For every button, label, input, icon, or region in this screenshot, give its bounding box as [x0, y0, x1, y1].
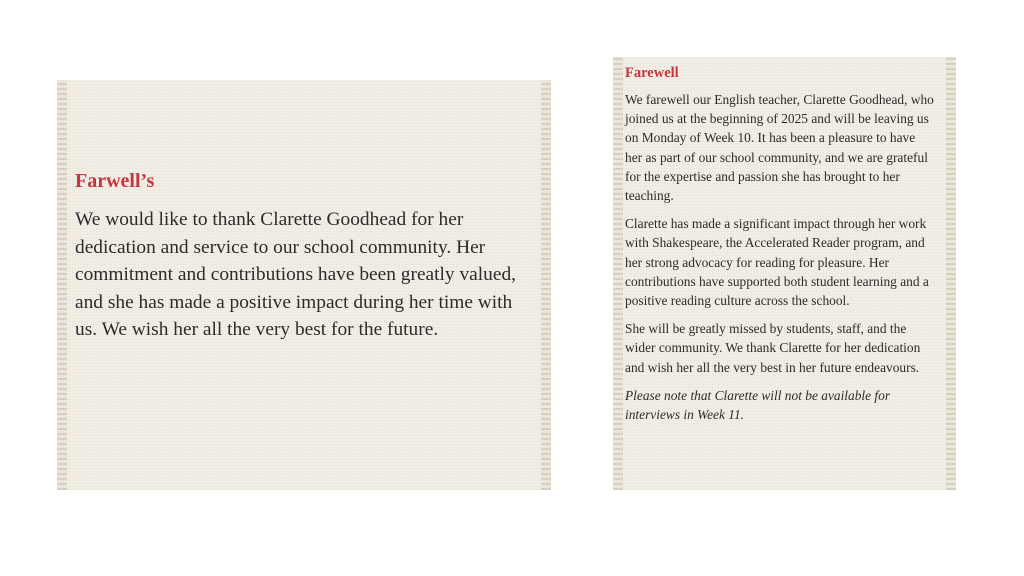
card-heading: Farwell’s [75, 170, 155, 192]
card-paragraph: She will be greatly missed by students, staff, and the wider community. We thank Clarette for her dedication and wish her all the very best in her future endeavours. [625, 321, 921, 375]
card-paragraph: We farewell our English teacher, Clarette Goodhead, who joined us at the beginning of 2025 and will be leaving us on Monday of Week 10. It has been a pleasure to have her as part of our school community, and we are grateful for the expertise and passion she has brought to her teaching. [625, 92, 934, 204]
card-body: We would like to thank Clarette Goodhead for her dedication and service to our school community. Her commitment and contributions have been greatly valued, and she has made a positive impact during her time with us. We wish her all the very best for the future. [75, 209, 517, 341]
card-heading: Farewell [625, 65, 679, 81]
card-paragraph: Clarette has made a significant impact through her work with Shakespeare, the Accelerated Reader program, and her strong advocacy for reading for pleasure. Her contributions have supported both student learning and a positive reading culture across the school. [625, 216, 929, 309]
farewell-card-right [613, 57, 956, 490]
card-note: Please note that Clarette will not be available for interviews in Week 11. [625, 387, 891, 423]
farewell-card-left [57, 80, 551, 490]
